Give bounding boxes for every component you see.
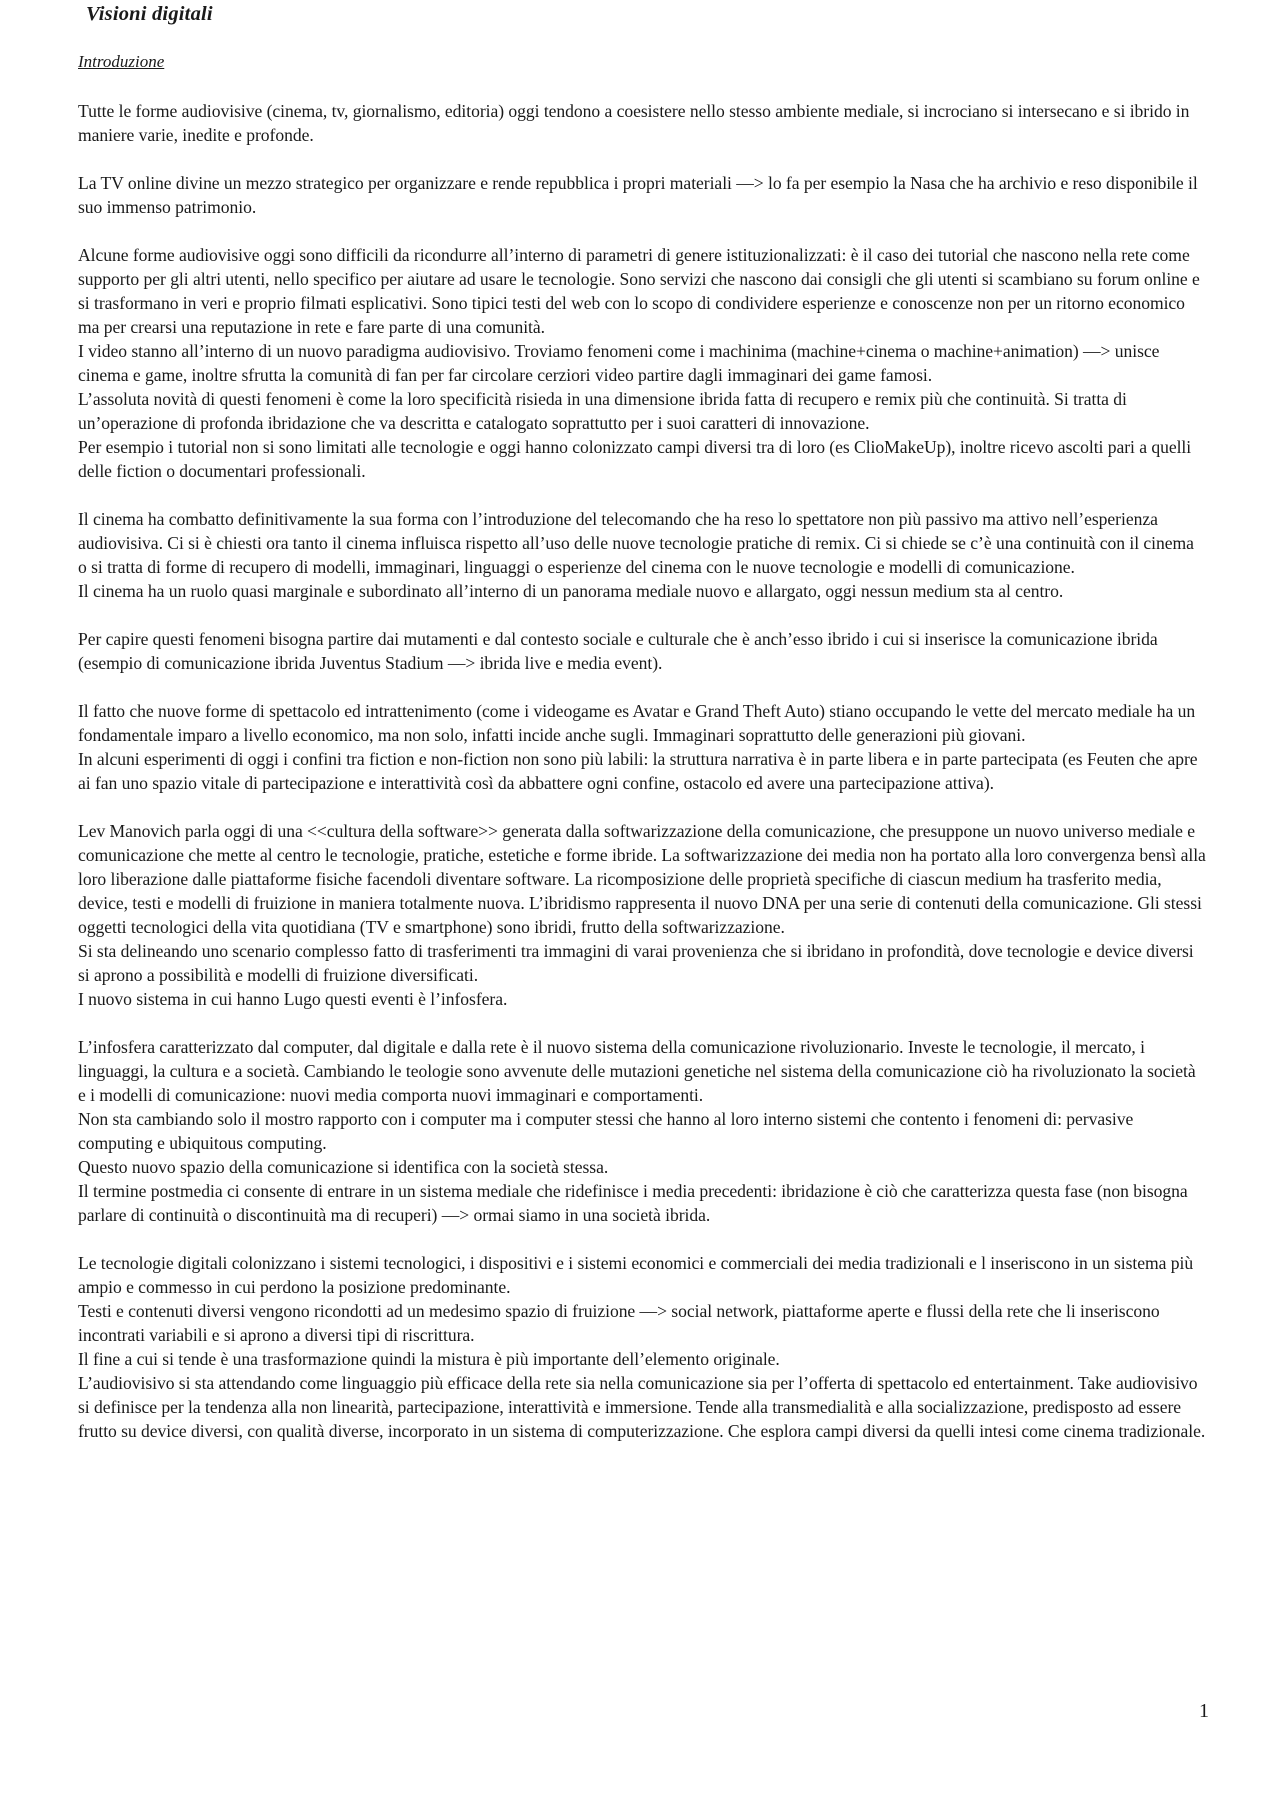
- paragraph: [78, 507, 1206, 603]
- paragraph: [78, 99, 1206, 147]
- paragraph-line: Lev Manovich parla oggi di una <<cultura della software>> generata dalla softwarizzazione della comunicazione, che presuppone un nuovo universo mediale e comunicazione che mette al centro le tecnologie, pratiche, estetiche e forme ibride. La softwarizzazione dei media non ha portato alla loro convergenza bensì alla loro liberazione dalle piattaforme fisiche facendoli diventare software. La ricomposizione delle proprietà specifiche di ciascun medium ha trasferito media, device, testi e modelli di fruizione in maniera totalmente nuova. L’ibridismo rappresenta il nuovo DNA per una serie di contenuti della comunicazione. Gli stessi oggetti tecnologici della vita quotidiana (TV e smartphone) sono ibridi, frutto della softwarizzazione.: [78, 821, 1206, 937]
- paragraph-line: La TV online divine un mezzo strategico per organizzare e rende repubblica i propri materiali —> lo fa per esempio la Nasa che ha archivio e reso disponibile il suo immenso patrimonio.: [78, 173, 1198, 217]
- paragraph: [78, 819, 1206, 1011]
- paragraph-line: Si sta delineando uno scenario complesso fatto di trasferimenti tra immagini di varai provenienza che si ibridano in profondità, dove tecnologie e device diversi si aprono a possibilità e modelli di fruizione diversificati.: [78, 941, 1194, 985]
- paragraph-line: Per esempio i tutorial non si sono limitati alle tecnologie e oggi hanno colonizzato campi diversi tra di loro (es ClioMakeUp), inoltre ricevo ascolti pari a quelli delle fiction o documentari professionali.: [78, 437, 1192, 481]
- paragraph-line: Il cinema ha un ruolo quasi marginale e subordinato all’interno di un panorama mediale nuovo e allargato, oggi nessun medium sta al centro.: [78, 581, 1064, 601]
- paragraph: [78, 627, 1206, 675]
- paragraph-line: Il cinema ha combatto definitivamente la sua forma con l’introduzione del telecomando che ha reso lo spettatore non più passivo ma attivo nell’esperienza audiovisiva. Ci si è chiesti ora tanto il cinema influisca rispetto all’uso delle nuove tecnologie pratiche di remix. Ci si chiede se c’è una continuità con il cinema o si tratta di forme di recupero di modelli, immaginari, linguaggi o esperienze del cinema con le nuove tecnologie e modelli di comunicazione.: [78, 509, 1194, 577]
- paragraph-line: Il fatto che nuove forme di spettacolo ed intrattenimento (come i videogame es Avatar e Grand Theft Auto) stiano occupando le vette del mercato mediale ha un fondamentale imparo a livello economico, ma non solo, infatti incide anche sugli. Immaginari soprattutto delle generazioni più giovani.: [78, 701, 1196, 745]
- paragraph-line: Per capire questi fenomeni bisogna partire dai mutamenti e dal contesto sociale e culturale che è anch’esso ibrido i cui si inserisce la comunicazione ibrida (esempio di comunicazione ibrida Juventus Stadium —> ibrida live e media event).: [78, 629, 1158, 673]
- paragraph-line: Non sta cambiando solo il mostro rapporto con i computer ma i computer stessi che hanno al loro interno sistemi che contento i fenomeni di: pervasive computing e ubiquitous computing.: [78, 1109, 1134, 1153]
- document-title: Visioni digitali: [86, 3, 213, 25]
- paragraph-line: Il termine postmedia ci consente di entrare in un sistema mediale che ridefinisce i media precedenti: ibridazione è ciò che caratterizza questa fase (non bisogna parlare di continuità o discontinuità ma di recuperi) —> ormai siamo in una società ibrida.: [78, 1181, 1188, 1225]
- paragraph-line: L’infosfera caratterizzato dal computer, dal digitale e dalla rete è il nuovo sistema della comunicazione rivoluzionario. Investe le tecnologie, il mercato, i linguaggi, la cultura e a società. Cambiando le teologie sono avvenute delle mutazioni genetiche nel sistema della comunicazione ciò ha rivoluzionato la società e i modelli di comunicazione: nuovi media comporta nuovi immaginari e comportamenti.: [78, 1037, 1196, 1105]
- paragraph-line: I nuovo sistema in cui hanno Lugo questi eventi è l’infosfera.: [78, 989, 508, 1009]
- paragraph-line: Le tecnologie digitali colonizzano i sistemi tecnologici, i dispositivi e i sistemi economici e commerciali dei media tradizionali e l inseriscono in un sistema più ampio e commesso in cui perdono la posizione predominante.: [78, 1253, 1194, 1297]
- paragraph: [78, 1035, 1206, 1227]
- paragraph-line: Tutte le forme audiovisive (cinema, tv, giornalismo, editoria) oggi tendono a coesistere nello stesso ambiente mediale, si incrociano si intersecano e si ibrido in maniere varie, inedite e profonde.: [78, 101, 1190, 145]
- paragraph: [78, 1251, 1206, 1443]
- paragraph: [78, 171, 1206, 219]
- page-number: 1: [1199, 1700, 1209, 1722]
- paragraph-line: Il fine a cui si tende è una trasformazione quindi la mistura è più importante dell’elemento originale.: [78, 1349, 780, 1369]
- paragraph: [78, 699, 1206, 795]
- paragraph-line: I video stanno all’interno di un nuovo paradigma audiovisivo. Troviamo fenomeni come i machinima (machine+cinema o machine+animation) —> unisce cinema e game, inoltre sfrutta la comunità di fan per far circolare cerziori video partire dagli immaginari dei game famosi.: [78, 341, 1160, 385]
- paragraph-line: Alcune forme audiovisive oggi sono difficili da ricondurre all’interno di parametri di genere istituzionalizzati: è il caso dei tutorial che nascono nella rete come supporto per gli altri utenti, nello specifico per aiutare ad usare le tecnologie. Sono servizi che nascono dai consigli che gli utenti si scambiano su forum online e si trasformano in veri e proprio filmati esplicativi. Sono tipici testi del web con lo scopo di condividere esperienze e conoscenze non per un ritorno economico ma per crearsi una reputazione in rete e fare parte di una comunità.: [78, 245, 1200, 337]
- document-body: [78, 99, 1206, 1467]
- section-title: Introduzione: [78, 52, 165, 71]
- paragraph-line: In alcuni esperimenti di oggi i confini tra fiction e non-fiction non sono più labili: la struttura narrativa è in parte libera e in parte partecipata (es Feuten che apre ai fan uno spazio vitale di partecipazione e interattività così da abbattere ogni confine, ostacolo ed avere una partecipazione attiva).: [78, 749, 1198, 793]
- paragraph-line: Questo nuovo spazio della comunicazione si identifica con la società stessa.: [78, 1157, 609, 1177]
- paragraph-line: Testi e contenuti diversi vengono ricondotti ad un medesimo spazio di fruizione —> social network, piattaforme aperte e flussi della rete che li inseriscono incontrati variabili e si aprono a diversi tipi di riscrittura.: [78, 1301, 1160, 1345]
- paragraph: [78, 243, 1206, 483]
- paragraph-line: L’assoluta novità di questi fenomeni è come la loro specificità risieda in una dimensione ibrida fatta di recupero e remix più che continuità. Si tratta di un’operazione di profonda ibridazione che va descritta e catalogato soprattutto per i suoi caratteri di innovazione.: [78, 389, 1127, 433]
- paragraph-line: L’audiovisivo si sta attendando come linguaggio più efficace della rete sia nella comunicazione sia per l’offerta di spettacolo ed entertainment. Take audiovisivo si definisce per la tendenza alla non linearità, partecipazione, interattività e immersione. Tende alla transmedialità e alla socializzazione, predisposto ad essere frutto su device diversi, con qualità diverse, incorporato in un sistema di computerizzazione. Che esplora campi diversi da quelli intesi come cinema tradizionale.: [78, 1373, 1206, 1441]
